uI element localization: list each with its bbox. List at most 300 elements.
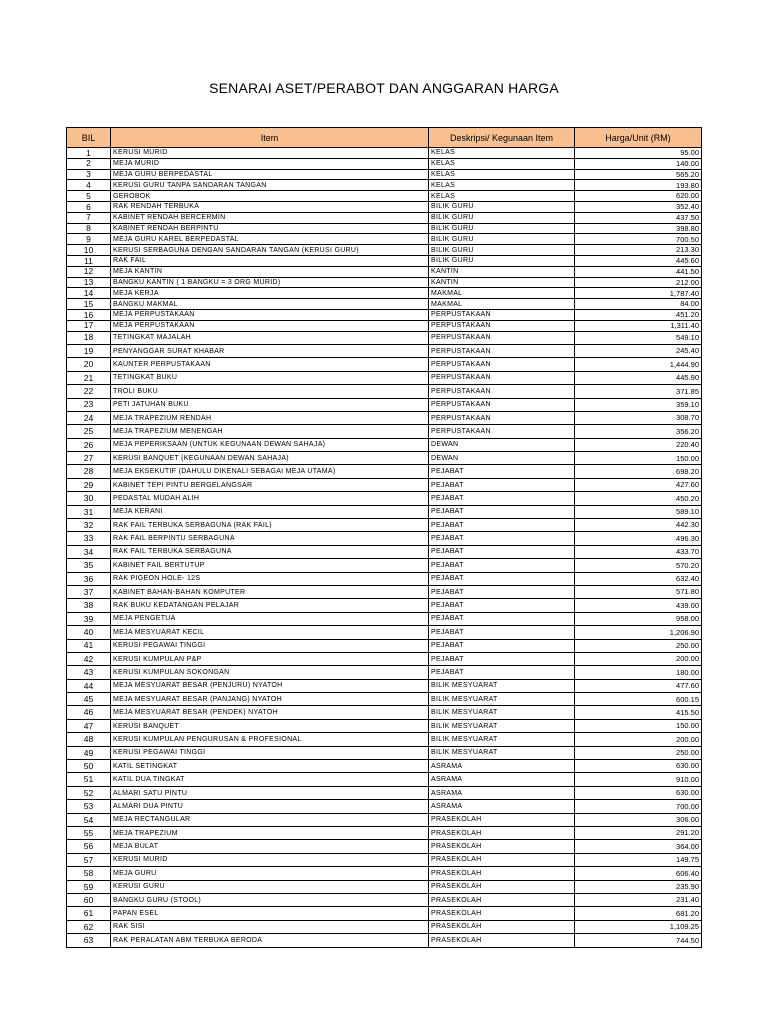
cell-item: RAK PIGEON HOLE- 12S <box>111 572 429 585</box>
column-header-item: Item <box>111 128 429 148</box>
cell-deskripsi: PEJABAT <box>429 519 575 532</box>
table-row <box>67 612 702 625</box>
cell-deskripsi: KELAS <box>429 169 575 180</box>
cell-deskripsi: PEJABAT <box>429 652 575 665</box>
cell-bil: 1 <box>67 148 111 159</box>
cell-harga: 149.75 <box>575 853 702 866</box>
table-row <box>67 733 702 746</box>
cell-bil: 18 <box>67 331 111 344</box>
cell-harga: 681.20 <box>575 907 702 920</box>
cell-deskripsi: PEJABAT <box>429 612 575 625</box>
cell-bil: 23 <box>67 398 111 411</box>
cell-deskripsi: PRASEKOLAH <box>429 920 575 933</box>
cell-bil: 6 <box>67 201 111 212</box>
cell-harga: 570.20 <box>575 559 702 572</box>
cell-deskripsi: ASRAMA <box>429 786 575 799</box>
cell-bil: 63 <box>67 934 111 947</box>
cell-bil: 56 <box>67 840 111 853</box>
cell-item: MEJA PERPUSTAKAAN <box>111 320 429 331</box>
cell-bil: 46 <box>67 706 111 719</box>
cell-deskripsi: PERPUSTAKAAN <box>429 358 575 371</box>
cell-item: PAPAN ESEL <box>111 907 429 920</box>
cell-deskripsi: PEJABAT <box>429 572 575 585</box>
table-row <box>67 706 702 719</box>
cell-bil: 34 <box>67 545 111 558</box>
cell-deskripsi: ASRAMA <box>429 760 575 773</box>
cell-harga: 445.90 <box>575 371 702 384</box>
cell-deskripsi: PERPUSTAKAAN <box>429 331 575 344</box>
cell-harga: 212.00 <box>575 277 702 288</box>
cell-item: KERUSI BANQUET <box>111 719 429 732</box>
table-row <box>67 266 702 277</box>
cell-deskripsi: PERPUSTAKAAN <box>429 425 575 438</box>
cell-harga: 308.70 <box>575 411 702 424</box>
cell-item: RAK FAIL BERPINTU SERBAGUNA <box>111 532 429 545</box>
table-row <box>67 385 702 398</box>
cell-deskripsi: KELAS <box>429 158 575 169</box>
cell-deskripsi: BILIK MESYUARAT <box>429 679 575 692</box>
cell-deskripsi: PRASEKOLAH <box>429 893 575 906</box>
cell-harga: 549.10 <box>575 331 702 344</box>
table-row <box>67 371 702 384</box>
cell-deskripsi: PEJABAT <box>429 639 575 652</box>
table-row <box>67 532 702 545</box>
cell-item: BANGKU GURU (STOOL) <box>111 893 429 906</box>
cell-item: RAK BUKU KEDATANGAN PELAJAR <box>111 599 429 612</box>
table-row <box>67 760 702 773</box>
cell-item: MEJA PERPUSTAKAAN <box>111 309 429 320</box>
cell-deskripsi: PRASEKOLAH <box>429 934 575 947</box>
cell-deskripsi: PEJABAT <box>429 465 575 478</box>
cell-deskripsi: KELAS <box>429 148 575 159</box>
table-row <box>67 652 702 665</box>
cell-deskripsi: PEJABAT <box>429 532 575 545</box>
cell-harga: 958.00 <box>575 612 702 625</box>
cell-deskripsi: BILIK MESYUARAT <box>429 719 575 732</box>
column-header-bil: BIL <box>67 128 111 148</box>
cell-deskripsi: PERPUSTAKAAN <box>429 398 575 411</box>
cell-item: MEJA GURU <box>111 867 429 880</box>
cell-item: KERUSI SERBAGUNA DENGAN SANDARAN TANGAN (KERUSI GURU) <box>111 245 429 256</box>
cell-deskripsi: BILIK GURU <box>429 201 575 212</box>
cell-item: RAK FAIL TERBUKA SERBAGUNA <box>111 545 429 558</box>
cell-harga: 442.30 <box>575 519 702 532</box>
table-row <box>67 245 702 256</box>
cell-bil: 37 <box>67 585 111 598</box>
table-row <box>67 148 702 159</box>
cell-bil: 42 <box>67 652 111 665</box>
cell-item: PEDASTAL MUDAH ALIH <box>111 492 429 505</box>
cell-item: KABINET BAHAN-BAHAN KOMPUTER <box>111 585 429 598</box>
cell-harga: 606.40 <box>575 867 702 880</box>
cell-item: ALMARI DUA PINTU <box>111 800 429 813</box>
table-row <box>67 626 702 639</box>
cell-deskripsi: PEJABAT <box>429 585 575 598</box>
cell-harga: 415.50 <box>575 706 702 719</box>
cell-item: KAUNTER PERPUSTAKAAN <box>111 358 429 371</box>
table-row <box>67 344 702 357</box>
cell-harga: 571.80 <box>575 585 702 598</box>
cell-bil: 4 <box>67 180 111 191</box>
cell-harga: 193.80 <box>575 180 702 191</box>
cell-bil: 20 <box>67 358 111 371</box>
table-row <box>67 840 702 853</box>
cell-item: BANGKU KANTIN ( 1 BANGKU = 3 ORG MURID) <box>111 277 429 288</box>
cell-harga: 150.00 <box>575 719 702 732</box>
table-row <box>67 666 702 679</box>
cell-deskripsi: PRASEKOLAH <box>429 907 575 920</box>
cell-bil: 53 <box>67 800 111 813</box>
cell-item: MEJA TRAPEZIUM <box>111 827 429 840</box>
cell-item: MEJA PENGETUA <box>111 612 429 625</box>
cell-harga: 632.40 <box>575 572 702 585</box>
table-row <box>67 679 702 692</box>
table-row <box>67 478 702 491</box>
cell-item: PENYANGGAR SURAT KHABAR <box>111 344 429 357</box>
cell-deskripsi: KELAS <box>429 180 575 191</box>
cell-harga: 439.00 <box>575 599 702 612</box>
cell-bil: 3 <box>67 169 111 180</box>
cell-item: KABINET FAIL BERTUTUP <box>111 559 429 572</box>
table-row <box>67 358 702 371</box>
cell-harga: 180.00 <box>575 666 702 679</box>
cell-item: KERUSI MURID <box>111 148 429 159</box>
cell-harga: 698.20 <box>575 465 702 478</box>
table-row <box>67 572 702 585</box>
cell-bil: 10 <box>67 245 111 256</box>
cell-harga: 200.00 <box>575 733 702 746</box>
cell-bil: 7 <box>67 212 111 223</box>
cell-item: RAK FAIL TERBUKA SERBAGUNA (RAK FAIL) <box>111 519 429 532</box>
cell-deskripsi: PEJABAT <box>429 505 575 518</box>
cell-item: MEJA PEPERIKSAAN (UNTUK KEGUNAAN DEWAN SAHAJA) <box>111 438 429 451</box>
cell-deskripsi: BILIK MESYUARAT <box>429 733 575 746</box>
cell-deskripsi: PRASEKOLAH <box>429 880 575 893</box>
cell-bil: 14 <box>67 288 111 299</box>
cell-deskripsi: PERPUSTAKAAN <box>429 344 575 357</box>
cell-item: MEJA MESYUARAT BESAR (PENDEK) NYATOH <box>111 706 429 719</box>
cell-item: KERUSI MURID <box>111 853 429 866</box>
cell-item: MEJA TRAPEZIUM RENDAH <box>111 411 429 424</box>
cell-harga: 245.40 <box>575 344 702 357</box>
table-row <box>67 907 702 920</box>
table-row <box>67 398 702 411</box>
table-row <box>67 559 702 572</box>
cell-item: MEJA GURU BERPEDASTAL <box>111 169 429 180</box>
cell-deskripsi: KANTIN <box>429 277 575 288</box>
cell-harga: 306.00 <box>575 813 702 826</box>
cell-deskripsi: BILIK MESYUARAT <box>429 746 575 759</box>
cell-deskripsi: PRASEKOLAH <box>429 840 575 853</box>
table-row <box>67 599 702 612</box>
cell-item: MEJA BULAT <box>111 840 429 853</box>
cell-deskripsi: PRASEKOLAH <box>429 853 575 866</box>
table-row <box>67 309 702 320</box>
table-row <box>67 438 702 451</box>
cell-harga: 1,444.90 <box>575 358 702 371</box>
cell-item: RAK RENDAH TERBUKA <box>111 201 429 212</box>
cell-bil: 38 <box>67 599 111 612</box>
cell-harga: 95.00 <box>575 148 702 159</box>
cell-harga: 231.40 <box>575 893 702 906</box>
cell-item: TROLI BUKU <box>111 385 429 398</box>
cell-harga: 352.40 <box>575 201 702 212</box>
table-row <box>67 255 702 266</box>
cell-deskripsi: MAKMAL <box>429 288 575 299</box>
cell-bil: 52 <box>67 786 111 799</box>
cell-harga: 427.60 <box>575 478 702 491</box>
cell-harga: 589.10 <box>575 505 702 518</box>
cell-harga: 291.20 <box>575 827 702 840</box>
cell-harga: 433.70 <box>575 545 702 558</box>
table-row <box>67 827 702 840</box>
table-row <box>67 800 702 813</box>
cell-bil: 9 <box>67 234 111 245</box>
cell-bil: 16 <box>67 309 111 320</box>
table-row <box>67 191 702 202</box>
cell-item: RAK PERALATAN ABM TERBUKA BERODA <box>111 934 429 947</box>
cell-bil: 26 <box>67 438 111 451</box>
cell-deskripsi: BILIK GURU <box>429 255 575 266</box>
cell-harga: 451.20 <box>575 309 702 320</box>
cell-bil: 28 <box>67 465 111 478</box>
cell-item: MEJA KERJA <box>111 288 429 299</box>
table-row <box>67 746 702 759</box>
asset-price-table <box>66 127 702 948</box>
cell-deskripsi: PEJABAT <box>429 559 575 572</box>
cell-item: PETI JATUHAN BUKU <box>111 398 429 411</box>
table-row <box>67 519 702 532</box>
cell-deskripsi: BILIK GURU <box>429 234 575 245</box>
cell-bil: 45 <box>67 693 111 706</box>
cell-deskripsi: PEJABAT <box>429 492 575 505</box>
cell-bil: 40 <box>67 626 111 639</box>
cell-bil: 41 <box>67 639 111 652</box>
cell-bil: 15 <box>67 299 111 310</box>
table-row <box>67 234 702 245</box>
cell-bil: 61 <box>67 907 111 920</box>
cell-bil: 60 <box>67 893 111 906</box>
cell-bil: 59 <box>67 880 111 893</box>
cell-item: KERUSI KUMPULAN PENGURUSAN & PROFESIONAL <box>111 733 429 746</box>
cell-bil: 49 <box>67 746 111 759</box>
cell-harga: 398.80 <box>575 223 702 234</box>
cell-deskripsi: PRASEKOLAH <box>429 827 575 840</box>
table-row <box>67 299 702 310</box>
table-row <box>67 425 702 438</box>
column-header-harga: Harga/Unit (RM) <box>575 128 702 148</box>
cell-harga: 371.85 <box>575 385 702 398</box>
cell-item: KERUSI PEGAWAI TINGGI <box>111 746 429 759</box>
table-row <box>67 934 702 947</box>
cell-item: MEJA MURID <box>111 158 429 169</box>
cell-bil: 8 <box>67 223 111 234</box>
table-row <box>67 505 702 518</box>
cell-item: MEJA EKSEKUTIF (DAHULU DIKENALI SEBAGAI MEJA UTAMA) <box>111 465 429 478</box>
cell-harga: 565.20 <box>575 169 702 180</box>
table-header-row <box>67 128 702 148</box>
cell-harga: 213.30 <box>575 245 702 256</box>
cell-item: KERUSI PEGAWAI TINGGI <box>111 639 429 652</box>
table-row <box>67 853 702 866</box>
cell-deskripsi: PEJABAT <box>429 478 575 491</box>
cell-deskripsi: DEWAN <box>429 438 575 451</box>
cell-deskripsi: PERPUSTAKAAN <box>429 411 575 424</box>
cell-bil: 57 <box>67 853 111 866</box>
table-row <box>67 773 702 786</box>
cell-item: MEJA GURU KAREL BERPEDASTAL <box>111 234 429 245</box>
cell-bil: 13 <box>67 277 111 288</box>
cell-harga: 496.30 <box>575 532 702 545</box>
cell-bil: 21 <box>67 371 111 384</box>
cell-item: MEJA KANTIN <box>111 266 429 277</box>
cell-harga: 477.60 <box>575 679 702 692</box>
cell-bil: 48 <box>67 733 111 746</box>
cell-bil: 54 <box>67 813 111 826</box>
table-row <box>67 867 702 880</box>
cell-item: MEJA MESYUARAT BESAR (PANJANG) NYATOH <box>111 693 429 706</box>
table-row <box>67 201 702 212</box>
cell-bil: 31 <box>67 505 111 518</box>
cell-bil: 47 <box>67 719 111 732</box>
cell-harga: 600.15 <box>575 693 702 706</box>
cell-deskripsi: PEJABAT <box>429 626 575 639</box>
table-row <box>67 693 702 706</box>
cell-bil: 17 <box>67 320 111 331</box>
cell-bil: 55 <box>67 827 111 840</box>
cell-harga: 445.60 <box>575 255 702 266</box>
cell-deskripsi: PRASEKOLAH <box>429 813 575 826</box>
cell-item: MEJA MESYUARAT BESAR (PENJURU) NYATOH <box>111 679 429 692</box>
cell-item: KERUSI GURU <box>111 880 429 893</box>
cell-item: MEJA TRAPEZIUM MENENGAH <box>111 425 429 438</box>
table-row <box>67 158 702 169</box>
column-header-deskripsi: Deskripsi/ Kegunaan Item <box>429 128 575 148</box>
cell-deskripsi: PERPUSTAKAAN <box>429 385 575 398</box>
cell-item: MEJA RECTANGULAR <box>111 813 429 826</box>
table-row <box>67 288 702 299</box>
cell-harga: 150.00 <box>575 452 702 465</box>
cell-item: KABINET TEPI PINTU BERGELANGSAR <box>111 478 429 491</box>
cell-harga: 450.20 <box>575 492 702 505</box>
cell-item: KABINET RENDAH BERCERMIN <box>111 212 429 223</box>
cell-deskripsi: BILIK MESYUARAT <box>429 706 575 719</box>
cell-item: ALMARI SATU PINTU <box>111 786 429 799</box>
table-row <box>67 585 702 598</box>
cell-harga: 84.00 <box>575 299 702 310</box>
cell-item: BANGKU MAKMAL <box>111 299 429 310</box>
cell-item: MEJA MESYUARAT KECIL <box>111 626 429 639</box>
cell-bil: 58 <box>67 867 111 880</box>
cell-harga: 200.00 <box>575 652 702 665</box>
cell-deskripsi: BILIK GURU <box>429 212 575 223</box>
cell-bil: 50 <box>67 760 111 773</box>
cell-deskripsi: KANTIN <box>429 266 575 277</box>
cell-bil: 12 <box>67 266 111 277</box>
cell-item: TETINGKAT BUKU <box>111 371 429 384</box>
table-row <box>67 411 702 424</box>
cell-deskripsi: PEJABAT <box>429 599 575 612</box>
cell-bil: 2 <box>67 158 111 169</box>
cell-bil: 19 <box>67 344 111 357</box>
cell-bil: 27 <box>67 452 111 465</box>
cell-harga: 359.10 <box>575 398 702 411</box>
table-row <box>67 880 702 893</box>
table-row <box>67 813 702 826</box>
table-row <box>67 320 702 331</box>
table-row <box>67 223 702 234</box>
table-row <box>67 545 702 558</box>
cell-harga: 356.20 <box>575 425 702 438</box>
cell-harga: 620.00 <box>575 191 702 202</box>
cell-bil: 30 <box>67 492 111 505</box>
cell-deskripsi: BILIK GURU <box>429 245 575 256</box>
cell-bil: 32 <box>67 519 111 532</box>
cell-harga: 744.50 <box>575 934 702 947</box>
cell-harga: 1,311.40 <box>575 320 702 331</box>
cell-bil: 36 <box>67 572 111 585</box>
cell-item: TETINGKAT MAJALAH <box>111 331 429 344</box>
table-row <box>67 465 702 478</box>
cell-bil: 43 <box>67 666 111 679</box>
cell-harga: 220.40 <box>575 438 702 451</box>
cell-harga: 910.00 <box>575 773 702 786</box>
cell-deskripsi: ASRAMA <box>429 773 575 786</box>
cell-item: KATIL SETINGKAT <box>111 760 429 773</box>
table-row <box>67 893 702 906</box>
table-row <box>67 492 702 505</box>
cell-harga: 235.90 <box>575 880 702 893</box>
cell-harga: 250.00 <box>575 639 702 652</box>
cell-bil: 11 <box>67 255 111 266</box>
table-row <box>67 639 702 652</box>
cell-bil: 35 <box>67 559 111 572</box>
cell-harga: 140.00 <box>575 158 702 169</box>
cell-deskripsi: PEJABAT <box>429 666 575 679</box>
cell-harga: 630.00 <box>575 760 702 773</box>
table-row <box>67 331 702 344</box>
cell-deskripsi: KELAS <box>429 191 575 202</box>
cell-bil: 62 <box>67 920 111 933</box>
cell-bil: 51 <box>67 773 111 786</box>
table-row <box>67 719 702 732</box>
cell-item: KABINET RENDAH BERPINTU <box>111 223 429 234</box>
table-row <box>67 212 702 223</box>
cell-deskripsi: PERPUSTAKAAN <box>429 309 575 320</box>
table-row <box>67 169 702 180</box>
cell-bil: 39 <box>67 612 111 625</box>
cell-harga: 1,109.25 <box>575 920 702 933</box>
table-row <box>67 786 702 799</box>
cell-harga: 700.50 <box>575 234 702 245</box>
cell-deskripsi: BILIK GURU <box>429 223 575 234</box>
cell-deskripsi: PEJABAT <box>429 545 575 558</box>
cell-harga: 1,206.90 <box>575 626 702 639</box>
cell-deskripsi: ASRAMA <box>429 800 575 813</box>
table-row <box>67 452 702 465</box>
table-row <box>67 277 702 288</box>
cell-harga: 364.00 <box>575 840 702 853</box>
page-title: SENARAI ASET/PERABOT DAN ANGGARAN HARGA <box>209 80 559 96</box>
cell-harga: 700.00 <box>575 800 702 813</box>
cell-deskripsi: PERPUSTAKAAN <box>429 320 575 331</box>
cell-harga: 630.00 <box>575 786 702 799</box>
cell-bil: 44 <box>67 679 111 692</box>
cell-item: KATIL DUA TINGKAT <box>111 773 429 786</box>
cell-deskripsi: DEWAN <box>429 452 575 465</box>
cell-bil: 5 <box>67 191 111 202</box>
cell-item: KERUSI KUMPULAN SOKONGAN <box>111 666 429 679</box>
